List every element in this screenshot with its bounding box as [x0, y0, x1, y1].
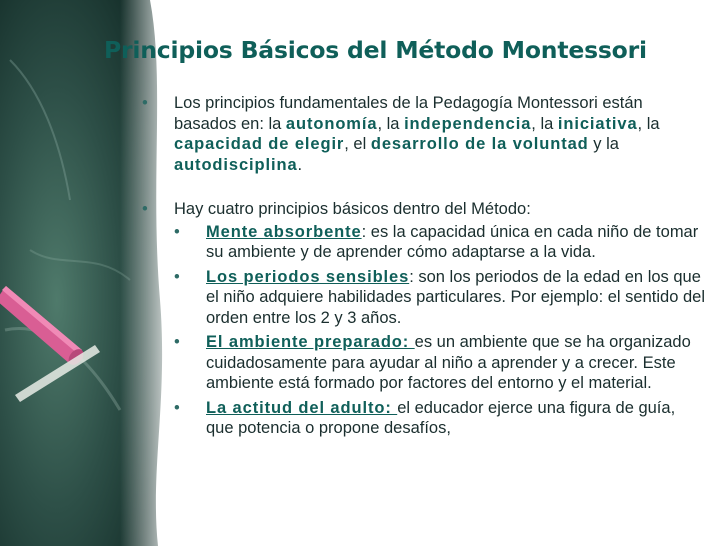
sub-bullet-item	[174, 332, 707, 394]
sub-bullet-marker: •	[174, 267, 180, 286]
sub-bullet-marker: •	[174, 333, 180, 351]
sub-bullet-item	[174, 222, 707, 263]
emphasis-text: autodisciplina	[174, 155, 298, 174]
body-text: , la	[377, 114, 405, 133]
principle-term: Mente absorbente	[206, 222, 362, 241]
sub-bullet-marker: •	[174, 222, 180, 241]
body-text: Hay cuatro principios básicos dentro del Método:	[174, 200, 531, 218]
bullet-marker: •	[142, 94, 148, 112]
bullet-spacer	[142, 175, 707, 199]
sub-bullet-item	[174, 267, 707, 329]
body-text: y la	[588, 135, 619, 153]
principle-term: El ambiente preparado:	[206, 333, 415, 351]
sub-bullet-marker: •	[174, 398, 180, 417]
sub-bullet-list	[174, 222, 707, 439]
emphasis-text: desarrollo de la voluntad	[370, 135, 589, 153]
slide-title: Principios Básicos del Método Montessori	[104, 36, 647, 64]
bullet-item	[142, 93, 707, 175]
emphasis-text: autonomía	[285, 114, 378, 133]
principle-description: : es la capacidad única en cada niño de tomar su ambiente y de aprender cómo adaptarse a la vida.	[206, 222, 699, 261]
principle-description: es un ambiente que se ha organizado cuidadosamente para ayudar al niño a aprender y a crecer. Este ambiente está formado por factores del entorno y el material.	[206, 333, 691, 392]
slide-content	[142, 93, 707, 443]
body-text: .	[297, 155, 303, 174]
principle-term: Los periodos sensibles	[206, 267, 410, 286]
body-text: Los principios fundamentales de la Pedagogía Montessori están basados en: la	[174, 94, 643, 133]
body-text: , la	[637, 114, 660, 133]
emphasis-text: capacidad de elegir	[174, 135, 345, 153]
bullet-item	[142, 199, 707, 220]
principle-description: el educador ejerce una figura de guía, que potencia o propone desafíos,	[206, 398, 676, 437]
sub-bullet-item	[174, 398, 707, 439]
principle-description: : son los periodos de la edad en los que el niño adquiere habilidades particulares. Por ejemplo: el sentido del orden entre los 2 y 3 años.	[206, 267, 705, 327]
emphasis-text: independencia	[404, 114, 532, 133]
bullet-marker: •	[142, 200, 148, 218]
principle-term: La actitud del adulto:	[206, 398, 398, 417]
body-text: , el	[344, 135, 371, 153]
body-text: , la	[531, 114, 558, 133]
emphasis-text: iniciativa	[557, 114, 638, 133]
